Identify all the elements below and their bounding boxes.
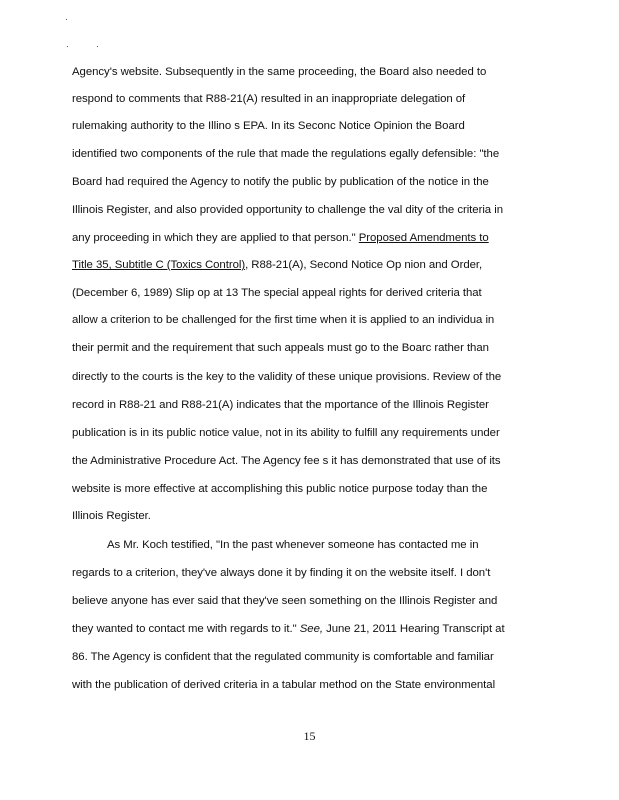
text-line: allow a criterion to be challenged for the first time when it is applied to an individua in xyxy=(72,314,495,326)
text-run: June 21, 2011 Hearing Transcript at xyxy=(322,623,505,635)
text-line: Board had required the Agency to notify the public by publication of the notice in the xyxy=(72,176,489,188)
text-run: they wanted to contact me with regards to it." xyxy=(72,623,300,635)
page-number: 15 xyxy=(303,729,316,743)
scan-speck xyxy=(97,46,98,47)
text-line: respond to comments that R88-21(A) resulted in an inappropriate delegation of xyxy=(72,93,466,105)
text-line: Agency's website. Subsequently in the same proceeding, the Board also needed to xyxy=(72,66,487,78)
text-run: any proceeding in which they are applied to that person." xyxy=(72,232,359,244)
text-run: , R88-21(A), Second Notice Op nion and Order, xyxy=(245,259,483,271)
text-line: believe anyone has ever said that they've seen something on the Illinois Register and xyxy=(72,595,498,607)
text-line: record in R88-21 and R88-21(A) indicates that the mportance of the Illinois Register xyxy=(72,399,489,411)
text-line: directly to the courts is the key to the validity of these unique provisions. Review of the xyxy=(72,371,502,383)
text-line: publication is in its public notice value, not in its ability to fulfill any requirements under xyxy=(72,427,500,439)
text-line: Illinois Register, and also provided opportunity to challenge the val dity of the criteria in xyxy=(72,204,503,216)
text-line: website is more effective at accomplishing this public notice purpose today than the xyxy=(72,483,488,495)
text-line: Illinois Register. xyxy=(72,510,151,522)
case-citation-title: Title 35, Subtitle C (Toxics Control) xyxy=(72,259,246,271)
text-line: with the publication of derived criteria in a tabular method on the State environmental xyxy=(72,679,496,691)
text-line: their permit and the requirement that such appeals must go to the Boarc rather than xyxy=(72,342,489,354)
scan-speck xyxy=(66,19,67,20)
text-line xyxy=(72,622,505,636)
text-line: rulemaking authority to the Illino s EPA. In its Seconc Notice Opinion the Board xyxy=(72,120,465,132)
text-line: 86. The Agency is confident that the regulated community is comfortable and familiar xyxy=(72,651,494,663)
text-line: (December 6, 1989) Slip op at 13 The special appeal rights for derived criteria that xyxy=(72,287,482,299)
text-line: As Mr. Koch testified, "In the past whenever someone has contacted me in xyxy=(107,539,479,551)
case-citation-title: Proposed Amendments to xyxy=(358,232,489,244)
text-line: the Administrative Procedure Act. The Agency fee s it has demonstrated that use of its xyxy=(72,455,501,467)
text-line xyxy=(72,231,489,245)
text-line: identified two components of the rule that made the regulations egally defensible: "the xyxy=(72,148,500,160)
scan-speck xyxy=(67,46,68,47)
text-line: regards to a criterion, they've always done it by finding it on the website itself. I don't xyxy=(72,567,491,579)
text-line xyxy=(72,258,482,272)
citation-signal: See, xyxy=(299,623,323,635)
